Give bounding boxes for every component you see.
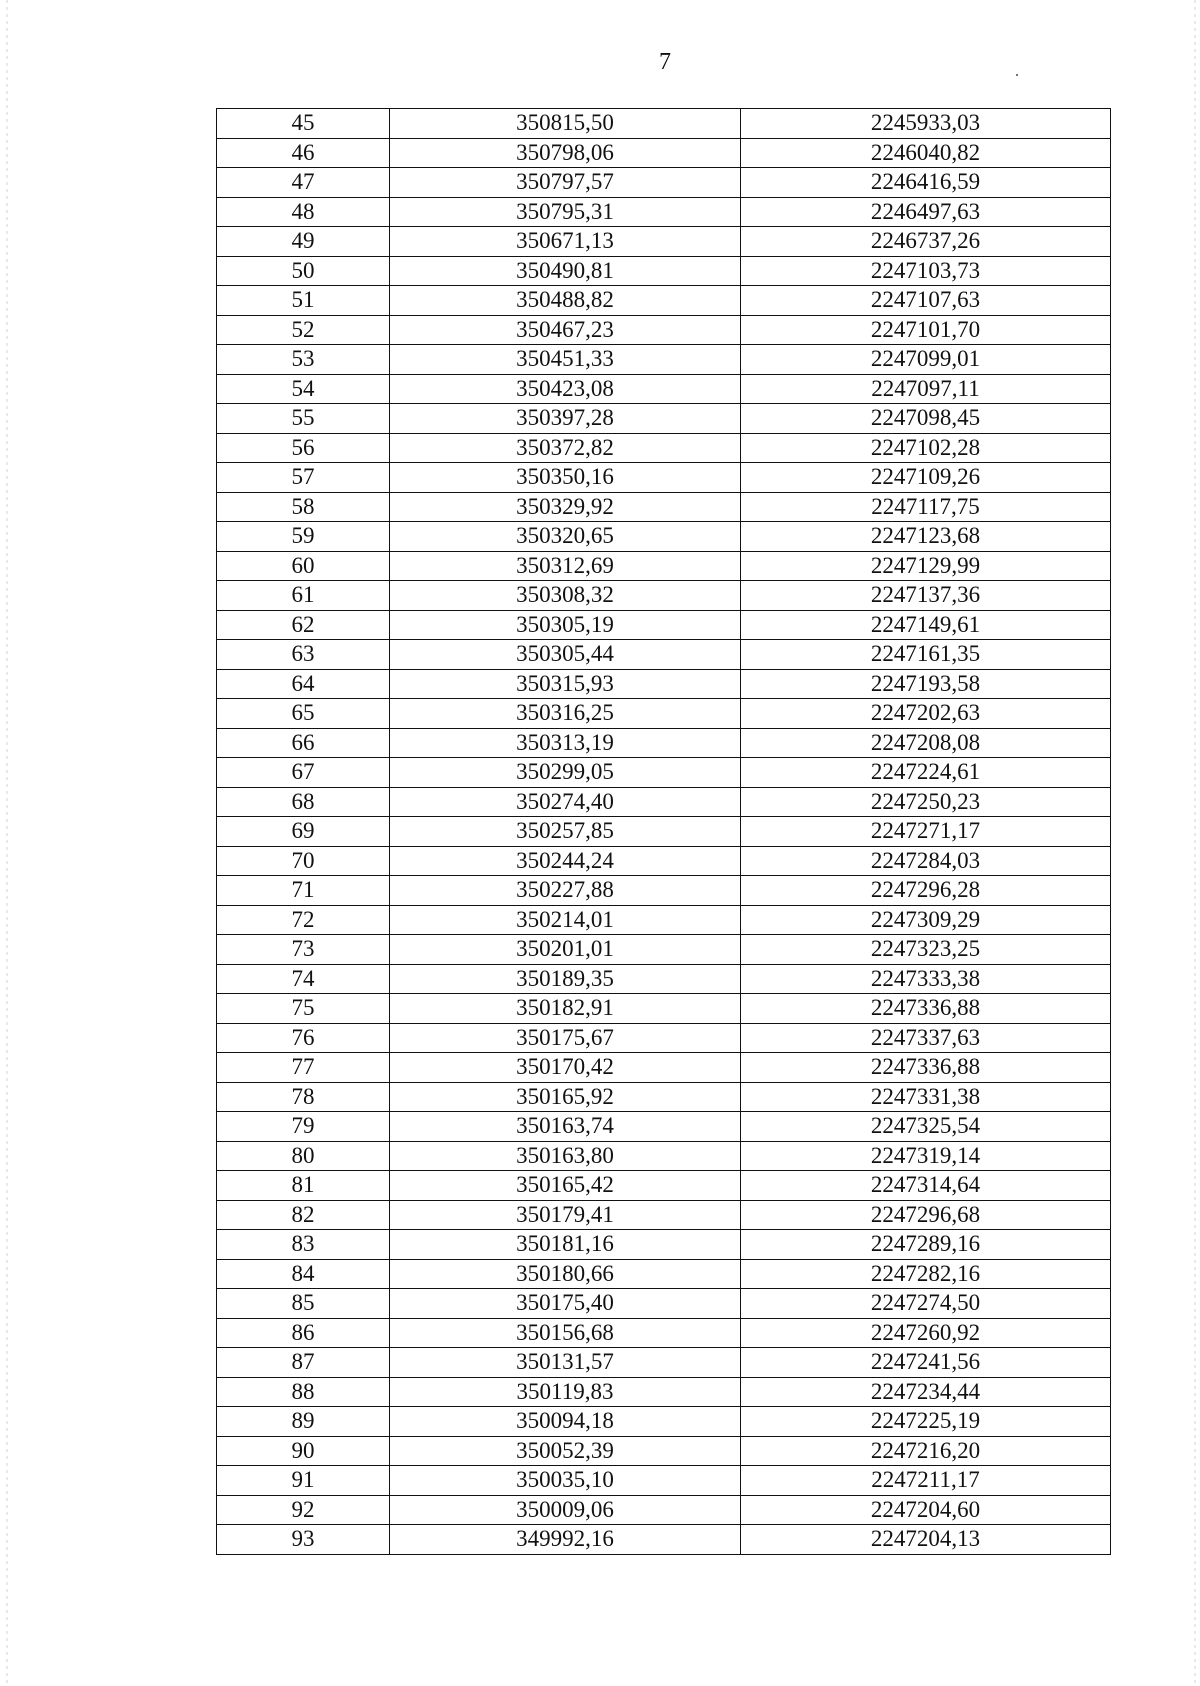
table-row — [217, 1348, 1111, 1378]
point-number-cell: 45 — [217, 109, 390, 139]
point-number-cell: 58 — [217, 492, 390, 522]
table-row — [217, 109, 1111, 139]
point-number-cell: 52 — [217, 315, 390, 345]
y-coordinate-cell: 2247208,08 — [741, 728, 1111, 758]
table-row — [217, 846, 1111, 876]
y-coordinate-cell: 2247216,20 — [741, 1436, 1111, 1466]
table-row — [217, 1053, 1111, 1083]
x-coordinate-cell: 350397,28 — [390, 404, 741, 434]
point-number-cell: 66 — [217, 728, 390, 758]
y-coordinate-cell: 2247260,92 — [741, 1318, 1111, 1348]
x-coordinate-cell: 350170,42 — [390, 1053, 741, 1083]
point-number-cell: 93 — [217, 1525, 390, 1555]
x-coordinate-cell: 350490,81 — [390, 256, 741, 286]
x-coordinate-cell: 350671,13 — [390, 227, 741, 257]
point-number-cell: 59 — [217, 522, 390, 552]
y-coordinate-cell: 2247284,03 — [741, 846, 1111, 876]
table-row — [217, 640, 1111, 670]
x-coordinate-cell: 350244,24 — [390, 846, 741, 876]
y-coordinate-cell: 2247224,61 — [741, 758, 1111, 788]
x-coordinate-cell: 350308,32 — [390, 581, 741, 611]
y-coordinate-cell: 2247099,01 — [741, 345, 1111, 375]
table-row — [217, 1141, 1111, 1171]
y-coordinate-cell: 2247323,25 — [741, 935, 1111, 965]
y-coordinate-cell: 2245933,03 — [741, 109, 1111, 139]
x-coordinate-cell: 350305,44 — [390, 640, 741, 670]
x-coordinate-cell: 350163,74 — [390, 1112, 741, 1142]
y-coordinate-cell: 2247129,99 — [741, 551, 1111, 581]
x-coordinate-cell: 350467,23 — [390, 315, 741, 345]
y-coordinate-cell: 2247234,44 — [741, 1377, 1111, 1407]
x-coordinate-cell: 350131,57 — [390, 1348, 741, 1378]
table-row — [217, 315, 1111, 345]
point-number-cell: 46 — [217, 138, 390, 168]
x-coordinate-cell: 350179,41 — [390, 1200, 741, 1230]
y-coordinate-cell: 2247123,68 — [741, 522, 1111, 552]
table-row — [217, 433, 1111, 463]
point-number-cell: 81 — [217, 1171, 390, 1201]
y-coordinate-cell: 2247103,73 — [741, 256, 1111, 286]
point-number-cell: 78 — [217, 1082, 390, 1112]
x-coordinate-cell: 350181,16 — [390, 1230, 741, 1260]
point-number-cell: 50 — [217, 256, 390, 286]
x-coordinate-cell: 350182,91 — [390, 994, 741, 1024]
table-row — [217, 463, 1111, 493]
y-coordinate-cell: 2247107,63 — [741, 286, 1111, 316]
y-coordinate-cell: 2247296,28 — [741, 876, 1111, 906]
table-row — [217, 876, 1111, 906]
table-row — [217, 1466, 1111, 1496]
table-row — [217, 1082, 1111, 1112]
table-row — [217, 1230, 1111, 1260]
x-coordinate-cell: 350189,35 — [390, 964, 741, 994]
table-row — [217, 1200, 1111, 1230]
point-number-cell: 65 — [217, 699, 390, 729]
y-coordinate-cell: 2247325,54 — [741, 1112, 1111, 1142]
table-row — [217, 817, 1111, 847]
table-row — [217, 787, 1111, 817]
table-row — [217, 758, 1111, 788]
point-number-cell: 73 — [217, 935, 390, 965]
x-coordinate-cell: 350119,83 — [390, 1377, 741, 1407]
table-row — [217, 227, 1111, 257]
y-coordinate-cell: 2247289,16 — [741, 1230, 1111, 1260]
point-number-cell: 61 — [217, 581, 390, 611]
table-row — [217, 522, 1111, 552]
x-coordinate-cell: 350009,06 — [390, 1495, 741, 1525]
y-coordinate-cell: 2247097,11 — [741, 374, 1111, 404]
x-coordinate-cell: 350299,05 — [390, 758, 741, 788]
y-coordinate-cell: 2246416,59 — [741, 168, 1111, 198]
y-coordinate-cell: 2246040,82 — [741, 138, 1111, 168]
point-number-cell: 53 — [217, 345, 390, 375]
table-row — [217, 345, 1111, 375]
y-coordinate-cell: 2247319,14 — [741, 1141, 1111, 1171]
y-coordinate-cell: 2247337,63 — [741, 1023, 1111, 1053]
point-number-cell: 48 — [217, 197, 390, 227]
point-number-cell: 71 — [217, 876, 390, 906]
y-coordinate-cell: 2247211,17 — [741, 1466, 1111, 1496]
x-coordinate-cell: 350798,06 — [390, 138, 741, 168]
x-coordinate-cell: 350175,67 — [390, 1023, 741, 1053]
point-number-cell: 70 — [217, 846, 390, 876]
y-coordinate-cell: 2247282,16 — [741, 1259, 1111, 1289]
point-number-cell: 69 — [217, 817, 390, 847]
table-row — [217, 1525, 1111, 1555]
y-coordinate-cell: 2247336,88 — [741, 1053, 1111, 1083]
point-number-cell: 82 — [217, 1200, 390, 1230]
x-coordinate-cell: 350451,33 — [390, 345, 741, 375]
table-row — [217, 197, 1111, 227]
x-coordinate-cell: 350180,66 — [390, 1259, 741, 1289]
table-row — [217, 1377, 1111, 1407]
y-coordinate-cell: 2247161,35 — [741, 640, 1111, 670]
point-number-cell: 77 — [217, 1053, 390, 1083]
y-coordinate-cell: 2247271,17 — [741, 817, 1111, 847]
x-coordinate-cell: 350094,18 — [390, 1407, 741, 1437]
table-row — [217, 1112, 1111, 1142]
x-coordinate-cell: 350313,19 — [390, 728, 741, 758]
y-coordinate-cell: 2247102,28 — [741, 433, 1111, 463]
point-number-cell: 90 — [217, 1436, 390, 1466]
y-coordinate-cell: 2247336,88 — [741, 994, 1111, 1024]
point-number-cell: 63 — [217, 640, 390, 670]
point-number-cell: 76 — [217, 1023, 390, 1053]
coordinates-table — [216, 108, 1111, 1555]
x-coordinate-cell: 350175,40 — [390, 1289, 741, 1319]
table-row — [217, 728, 1111, 758]
table-row — [217, 1318, 1111, 1348]
y-coordinate-cell: 2247117,75 — [741, 492, 1111, 522]
y-coordinate-cell: 2247137,36 — [741, 581, 1111, 611]
table-row — [217, 610, 1111, 640]
table-row — [217, 669, 1111, 699]
scan-edge-right — [1194, 0, 1196, 1686]
table-row — [217, 905, 1111, 935]
point-number-cell: 51 — [217, 286, 390, 316]
y-coordinate-cell: 2247098,45 — [741, 404, 1111, 434]
point-number-cell: 87 — [217, 1348, 390, 1378]
table-row — [217, 551, 1111, 581]
point-number-cell: 68 — [217, 787, 390, 817]
table-row — [217, 256, 1111, 286]
y-coordinate-cell: 2247193,58 — [741, 669, 1111, 699]
y-coordinate-cell: 2246497,63 — [741, 197, 1111, 227]
x-coordinate-cell: 350305,19 — [390, 610, 741, 640]
table-row — [217, 1436, 1111, 1466]
x-coordinate-cell: 350315,93 — [390, 669, 741, 699]
y-coordinate-cell: 2247250,23 — [741, 787, 1111, 817]
point-number-cell: 62 — [217, 610, 390, 640]
point-number-cell: 55 — [217, 404, 390, 434]
x-coordinate-cell: 350329,92 — [390, 492, 741, 522]
table-row — [217, 1023, 1111, 1053]
y-coordinate-cell: 2247309,29 — [741, 905, 1111, 935]
x-coordinate-cell: 350165,42 — [390, 1171, 741, 1201]
point-number-cell: 75 — [217, 994, 390, 1024]
x-coordinate-cell: 349992,16 — [390, 1525, 741, 1555]
point-number-cell: 57 — [217, 463, 390, 493]
x-coordinate-cell: 350320,65 — [390, 522, 741, 552]
point-number-cell: 89 — [217, 1407, 390, 1437]
y-coordinate-cell: 2247225,19 — [741, 1407, 1111, 1437]
table-row — [217, 374, 1111, 404]
point-number-cell: 79 — [217, 1112, 390, 1142]
point-number-cell: 54 — [217, 374, 390, 404]
x-coordinate-cell: 350052,39 — [390, 1436, 741, 1466]
x-coordinate-cell: 350257,85 — [390, 817, 741, 847]
table-row — [217, 404, 1111, 434]
y-coordinate-cell: 2247331,38 — [741, 1082, 1111, 1112]
table-row — [217, 1171, 1111, 1201]
x-coordinate-cell: 350316,25 — [390, 699, 741, 729]
point-number-cell: 92 — [217, 1495, 390, 1525]
y-coordinate-cell: 2247314,64 — [741, 1171, 1111, 1201]
table-row — [217, 138, 1111, 168]
point-number-cell: 72 — [217, 905, 390, 935]
y-coordinate-cell: 2246737,26 — [741, 227, 1111, 257]
table-row — [217, 286, 1111, 316]
page-number: 7 — [659, 49, 671, 75]
x-coordinate-cell: 350488,82 — [390, 286, 741, 316]
table-row — [217, 1259, 1111, 1289]
x-coordinate-cell: 350350,16 — [390, 463, 741, 493]
x-coordinate-cell: 350815,50 — [390, 109, 741, 139]
point-number-cell: 85 — [217, 1289, 390, 1319]
x-coordinate-cell: 350795,31 — [390, 197, 741, 227]
table-row — [217, 581, 1111, 611]
y-coordinate-cell: 2247204,13 — [741, 1525, 1111, 1555]
y-coordinate-cell: 2247202,63 — [741, 699, 1111, 729]
x-coordinate-cell: 350035,10 — [390, 1466, 741, 1496]
table-row — [217, 699, 1111, 729]
y-coordinate-cell: 2247149,61 — [741, 610, 1111, 640]
x-coordinate-cell: 350372,82 — [390, 433, 741, 463]
point-number-cell: 60 — [217, 551, 390, 581]
table-row — [217, 1495, 1111, 1525]
point-number-cell: 64 — [217, 669, 390, 699]
y-coordinate-cell: 2247333,38 — [741, 964, 1111, 994]
x-coordinate-cell: 350163,80 — [390, 1141, 741, 1171]
x-coordinate-cell: 350312,69 — [390, 551, 741, 581]
table-row — [217, 492, 1111, 522]
scan-speck — [1016, 74, 1018, 76]
point-number-cell: 49 — [217, 227, 390, 257]
x-coordinate-cell: 350201,01 — [390, 935, 741, 965]
y-coordinate-cell: 2247204,60 — [741, 1495, 1111, 1525]
table-row — [217, 935, 1111, 965]
y-coordinate-cell: 2247101,70 — [741, 315, 1111, 345]
x-coordinate-cell: 350156,68 — [390, 1318, 741, 1348]
y-coordinate-cell: 2247274,50 — [741, 1289, 1111, 1319]
point-number-cell: 47 — [217, 168, 390, 198]
y-coordinate-cell: 2247241,56 — [741, 1348, 1111, 1378]
table-row — [217, 1289, 1111, 1319]
table-row — [217, 1407, 1111, 1437]
y-coordinate-cell: 2247296,68 — [741, 1200, 1111, 1230]
point-number-cell: 83 — [217, 1230, 390, 1260]
point-number-cell: 86 — [217, 1318, 390, 1348]
point-number-cell: 74 — [217, 964, 390, 994]
x-coordinate-cell: 350274,40 — [390, 787, 741, 817]
x-coordinate-cell: 350227,88 — [390, 876, 741, 906]
x-coordinate-cell: 350214,01 — [390, 905, 741, 935]
x-coordinate-cell: 350797,57 — [390, 168, 741, 198]
y-coordinate-cell: 2247109,26 — [741, 463, 1111, 493]
point-number-cell: 84 — [217, 1259, 390, 1289]
scan-edge-left — [6, 0, 8, 1686]
point-number-cell: 56 — [217, 433, 390, 463]
coordinates-table-body — [217, 109, 1111, 1555]
table-row — [217, 964, 1111, 994]
x-coordinate-cell: 350165,92 — [390, 1082, 741, 1112]
x-coordinate-cell: 350423,08 — [390, 374, 741, 404]
point-number-cell: 88 — [217, 1377, 390, 1407]
point-number-cell: 67 — [217, 758, 390, 788]
table-row — [217, 168, 1111, 198]
point-number-cell: 91 — [217, 1466, 390, 1496]
table-row — [217, 994, 1111, 1024]
point-number-cell: 80 — [217, 1141, 390, 1171]
